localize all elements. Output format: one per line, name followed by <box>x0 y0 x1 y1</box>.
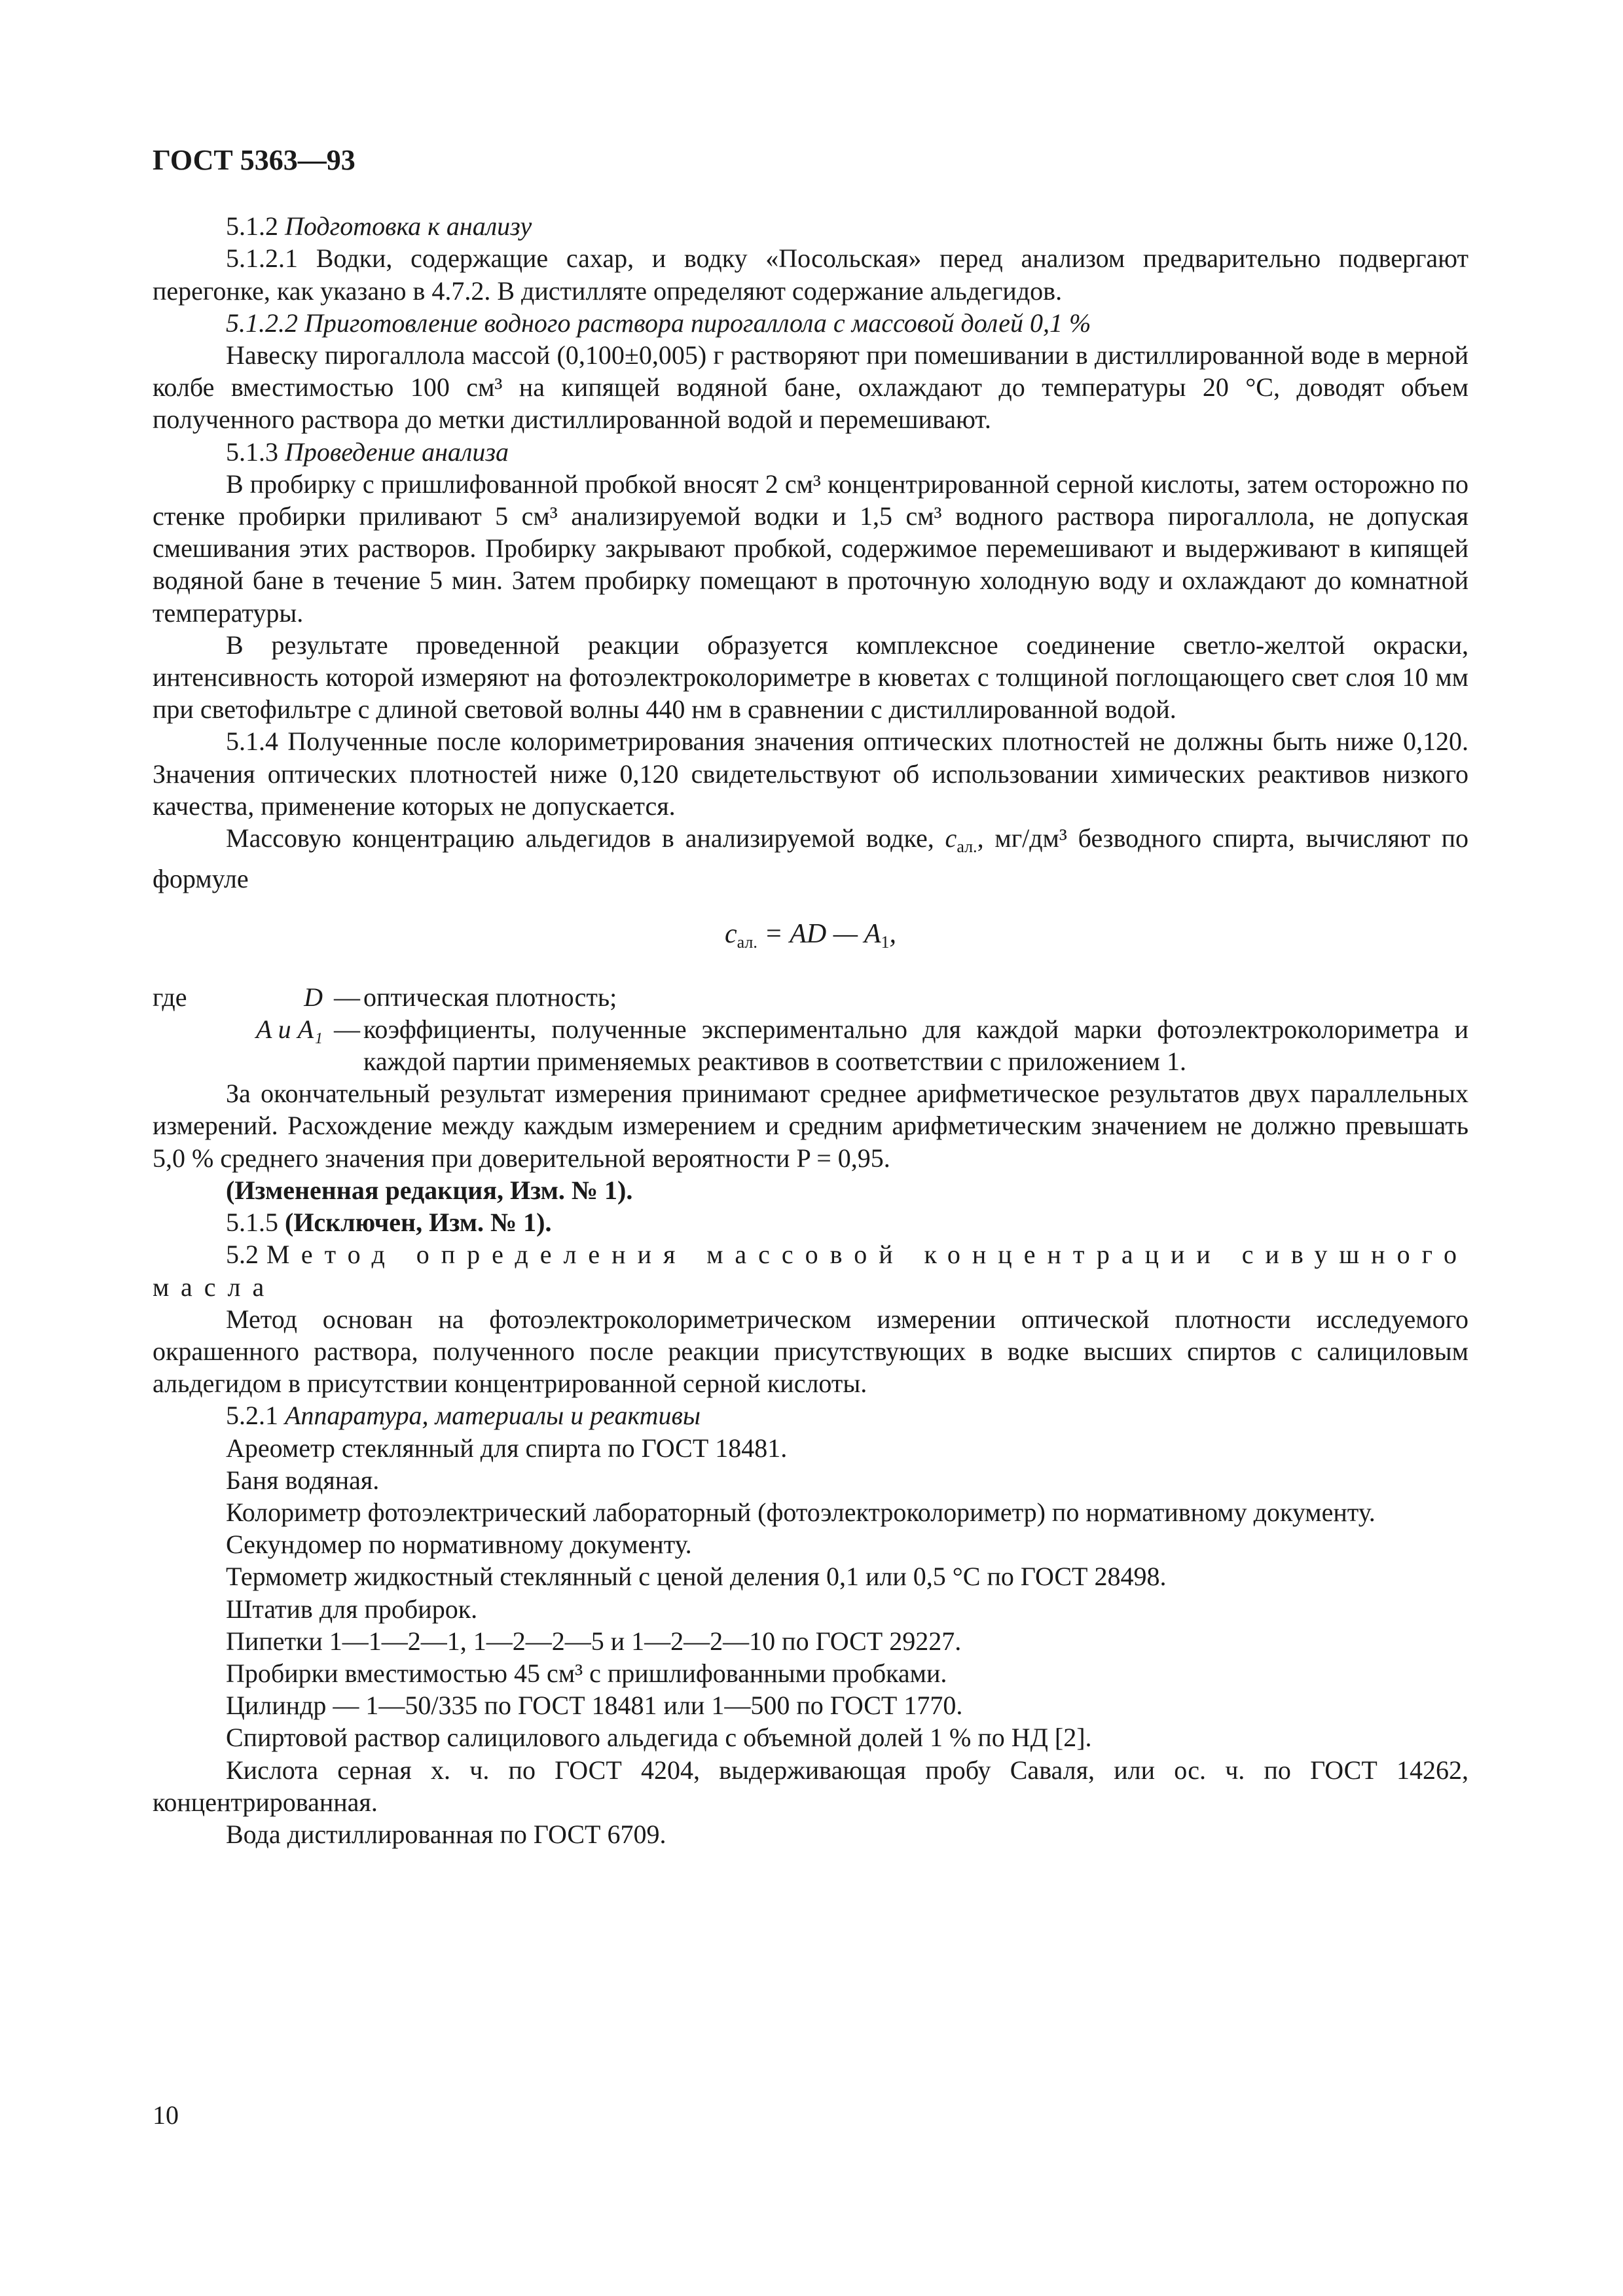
section-title: Метод определения массовой концентрации сивушного масла <box>153 1240 1468 1302</box>
formula-rhs-subscript: 1 <box>881 933 890 952</box>
formula-rhs: = AD — A <box>764 919 881 950</box>
section-title: Проведение анализа <box>285 437 509 467</box>
formula-lhs: c <box>725 919 737 950</box>
definition-row <box>153 981 1468 1013</box>
section-number: 5.2 <box>226 1240 259 1270</box>
excluded-note: (Исключен, Изм. № 1). <box>285 1208 552 1238</box>
section-title: Подготовка к анализу <box>285 211 532 242</box>
amendment-note: (Измененная редакция, Изм. № 1). <box>226 1175 633 1205</box>
list-item: Ареометр стеклянный для спирта по ГОСТ 18481. <box>226 1433 788 1463</box>
paragraph: Навеску пирогаллола массой (0,100±0,005) г растворяют при помешивании в дистиллированной воде в мерной колбе вместимостью 100 см³ на кипящей водяной бане, охлаждают до температуры 20 °С, доводят объем полученного раствора до метки дистиллированной водой и перемешивают. <box>153 340 1468 435</box>
where-label: где <box>153 982 187 1012</box>
list-item: Цилиндр — 1—50/335 по ГОСТ 18481 или 1—500 по ГОСТ 1770. <box>226 1691 963 1721</box>
section-number: 5.1.5 <box>226 1208 278 1238</box>
section-5-1-3-heading <box>153 436 1468 468</box>
variable: c <box>945 823 957 853</box>
document-header: ГОСТ 5363—93 <box>153 144 356 176</box>
definition-symbol: A и A₁ <box>255 1014 323 1044</box>
paragraph <box>153 822 1468 895</box>
section-title: Аппаратура, материалы и реактивы <box>285 1401 701 1431</box>
definitions <box>153 981 1468 1078</box>
definition-symbol: D <box>304 982 323 1012</box>
formula-tail: , <box>889 919 896 950</box>
section-number: 5.2.1 <box>226 1401 278 1431</box>
list-item: Секундомер по нормативному документу. <box>226 1530 692 1560</box>
definition-dash: — <box>334 1014 360 1044</box>
definition-dash: — <box>334 982 360 1012</box>
paragraph: Метод основан на фотоэлектроколориметрическом измерении оптической плотности исследуемого окрашенного раствора, полученного после реакции присутствующих в водке высших спиртов с салициловым альдегидом в присутствии концентрированной серной кислоты. <box>153 1304 1468 1399</box>
section-5-2-1-heading <box>153 1399 1468 1431</box>
section-5-1-2-heading <box>153 210 1468 242</box>
section-5-2-heading <box>153 1238 1468 1302</box>
section-5-1-5 <box>153 1206 1468 1238</box>
list-item: Термометр жидкостный стеклянный с ценой деления 0,1 или 0,5 °С по ГОСТ 28498. <box>226 1562 1167 1592</box>
section-number: 5.1.3 <box>226 437 278 467</box>
list-item: Пипетки 1—1—2—1, 1—2—2—5 и 1—2—2—10 по ГОСТ 29227. <box>226 1626 962 1656</box>
paragraph: 5.1.4 Полученные после колориметрирования значения оптических плотностей не должны быть ниже 0,120. Значения оптических плотностей ниже 0,120 свидетельствуют об использовании химических реактивов низкого качества, применение которых не допускается. <box>153 726 1468 821</box>
definition-text: коэффициенты, полученные экспериментально для каждой марки фотоэлектроколориметра и каждой партии применяемых реактивов в соответствии с приложением 1. <box>363 1014 1468 1077</box>
text-run: Массовую концентрацию альдегидов в анализируемой водке, <box>226 823 934 853</box>
list-item: Вода дистиллированная по ГОСТ 6709. <box>226 1819 666 1849</box>
paragraph: За окончательный результат измерения принимают среднее арифметическое результатов двух параллельных измерений. Расхождение между каждым измерением и средним арифметическим значением не должно превышать 5,0 % среднего значения при доверительной вероятности P = 0,95. <box>153 1079 1468 1173</box>
list-item: Кислота серная х. ч. по ГОСТ 4204, выдерживающая пробу Саваля, или ос. ч. по ГОСТ 14262, концентрированная. <box>153 1755 1468 1817</box>
list-item: Спиртовой раствор салицилового альдегида с объемной долей 1 % по НД [2]. <box>226 1723 1092 1753</box>
subsection-heading: 5.1.2.2 Приготовление водного раствора пирогаллола с массовой долей 0,1 % <box>226 308 1091 338</box>
page-number: 10 <box>153 2100 179 2130</box>
definition-text: оптическая плотность; <box>363 982 617 1012</box>
text-run: , мг/дм³ безводного спирта, вычисляют по формуле <box>153 823 1469 894</box>
list-item: Баня водяная. <box>226 1465 380 1495</box>
list-item: Пробирки вместимостью 45 см³ с пришлифованными пробками. <box>226 1658 947 1688</box>
definition-row <box>153 1013 1468 1077</box>
formula <box>153 918 1468 958</box>
section-number: 5.1.2 <box>226 211 278 242</box>
list-item: Колориметр фотоэлектрический лабораторный (фотоэлектроколориметр) по нормативному документу. <box>226 1497 1376 1527</box>
page-content <box>153 144 1468 1850</box>
formula-lhs-subscript: ал. <box>737 933 757 952</box>
variable-subscript: ал. <box>957 837 977 857</box>
paragraph: В пробирку с пришлифованной пробкой вносят 2 см³ концентрированной серной кислоты, затем осторожно по стенке пробирки приливают 5 см³ анализируемой водки и 1,5 см³ водного раствора пирогаллола, не допуская смешивания этих растворов. Пробирку закрывают пробкой, содержимое перемешивают и выдерживают в кипящей водяной бане в течение 5 мин. Затем пробирку помещают в проточную холодную воду и охлаждают до комнатной температуры. <box>153 469 1468 628</box>
list-item: Штатив для пробирок. <box>226 1594 478 1624</box>
paragraph: В результате проведенной реакции образуется комплексное соединение светло-желтой окраски, интенсивность которой измеряют на фотоэлектроколориметре в кюветах с толщиной поглощающего свет слоя 10 мм при светофильтре с длиной световой волны 440 нм в сравнении с дистиллированной водой. <box>153 630 1468 725</box>
paragraph: 5.1.2.1 Водки, содержащие сахар, и водку «Посольская» перед анализом предварительно подвергают перегонке, как указано в 4.7.2. В дистилляте определяют содержание альдегидов. <box>153 243 1468 306</box>
